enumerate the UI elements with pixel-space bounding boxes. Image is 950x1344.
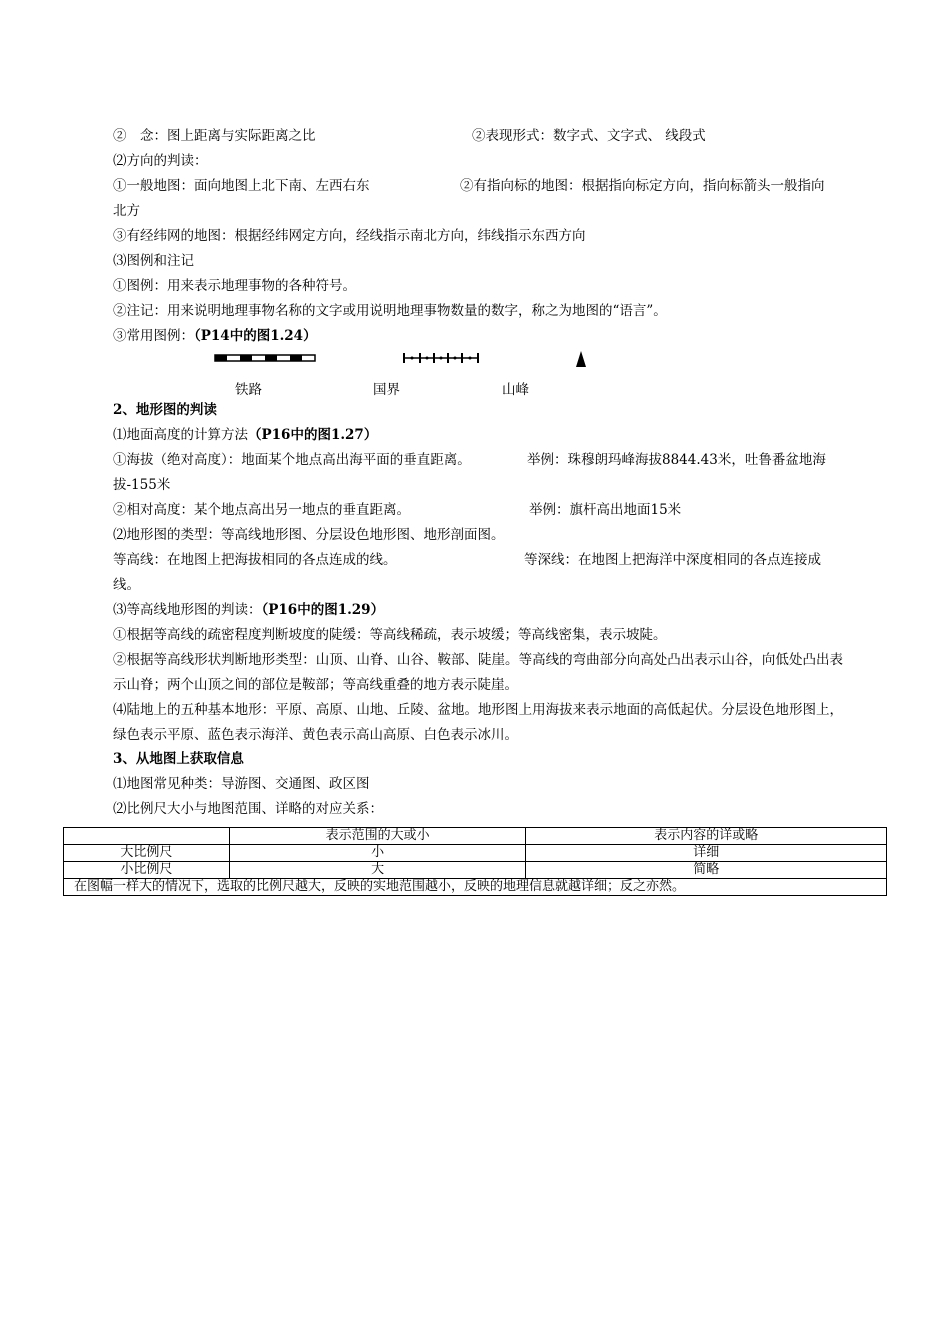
table-row [64,845,887,862]
legend-definition: ①图例：用来表示地理事物的各种符号。 [113,278,356,294]
table-cell: 简略 [526,862,887,879]
table-cell: 大 [229,862,526,879]
scale-concept-text: ② 念：图上距离与实际距离之比 [113,128,316,144]
terrain-calc-line [113,423,843,448]
altitude-line1: ①海拔（绝对高度）：地面某个地点高出海平面的垂直距离。 [113,452,471,468]
scale-forms: ②表现形式：数字式、文字式、 线段式 [472,128,706,144]
direction-heading: ⑵方向的判读： [113,153,208,169]
terrain-calc-ref: （P16中的图1.27） [248,427,378,443]
common-legend-ref: （P14中的图1.24） [194,328,317,344]
contour-read-ref: （P16中的图1.29） [261,602,385,618]
terrain-heading: 2、地形图的判读 [113,402,217,418]
table-note: 在图幅一样大的情况下，选取的比例尺越大，反映的实地范围越小，反映的地理信息就越详细；反之亦然。 [64,879,887,896]
terrain-calc-prefix: ⑴地面高度的计算方法 [113,427,248,443]
table-cell: 小 [229,845,526,862]
altitude-example: 举例：珠穆朗玛峰海拔8844.43米，吐鲁番盆地海 [527,452,826,468]
info-heading: 3、从地图上获取信息 [113,751,244,767]
altitude-line2: 拔-155米 [113,477,171,493]
common-legend-prefix: ③常用图例： [113,328,194,344]
table-row [64,862,887,879]
contour-read-prefix: ⑶等高线地形图的判读： [113,602,262,618]
landforms-rule: ⑷陆地上的五种基本地形：平原、高原、山地、丘陵、盆地。地形图上用海拔来表示地面的高低起伏。分层设色地形图上，绿色表示平原、蓝色表示海洋、黄色表示高山高原、白色表示冰川。 [113,702,843,743]
table-header-cell: 表示范围的大或小 [229,828,526,845]
isobath-line1: 等深线：在地图上把海洋中深度相同的各点连接成 [524,552,821,568]
table-cell: 小比例尺 [64,862,230,879]
border-symbol-icon [401,351,483,365]
table-cell: 详细 [526,845,887,862]
direction-graticule: ③有经纬网的地图：根据经纬网定方向，经线指示南北方向，纬线指示东西方向 [113,228,586,244]
peak-label: 山峰 [502,382,529,398]
table-header-cell: 表示内容的详或略 [526,828,887,845]
direction-arrow-line1: ②有指向标的地图：根据指向标定方向，指向标箭头一般指向 [460,178,825,194]
table-header-cell [64,828,230,845]
contour-definition: 等高线：在地图上把海拔相同的各点连成的线。 [113,552,397,568]
relative-example: 举例：旗杆高出地面15米 [529,502,682,518]
table-header-row [64,828,887,845]
relative-height: ②相对高度：某个地点高出另一地点的垂直距离。 [113,502,410,518]
table-cell: 大比例尺 [64,845,230,862]
direction-general: ①一般地图：面向地图上北下南、左西右东 [113,178,370,194]
scale-table [63,827,887,896]
direction-arrow-line2: 北方 [113,203,140,219]
notes-definition: ②注记：用来说明地理事物名称的文字或用说明地理事物数量的数字，称之为地图的“语言”。 [113,303,667,319]
contour-read-line [113,598,843,623]
border-label: 国界 [373,382,400,398]
slope-rule: ①根据等高线的疏密程度判断坡度的陡缓：等高线稀疏，表示坡缓；等高线密集，表示坡陡。 [113,627,667,643]
map-kinds: ⑴地图常见种类：导游图、交通图、政区图 [113,776,370,792]
isobath-line2: 线。 [113,577,140,593]
peak-symbol-icon [575,350,587,368]
shape-rule: ②根据等高线形状判断地形类型：山顶、山脊、山谷、鞍部、陡崖。等高线的弯曲部分向高处凸出表示山谷，向低处凸出表示山脊；两个山顶之间的部位是鞍部；等高线重叠的地方表示陡崖。 [113,652,843,693]
common-legend-line [113,324,843,349]
legend-heading: ⑶图例和注记 [113,253,194,269]
railway-label: 铁路 [235,382,262,398]
scale-relation: ⑵比例尺大小与地图范围、详略的对应关系： [113,801,383,817]
railway-symbol-icon [214,351,318,365]
terrain-types: ⑵地形图的类型：等高线地形图、分层设色地形图、地形剖面图。 [113,527,505,543]
table-note-row [64,879,887,896]
